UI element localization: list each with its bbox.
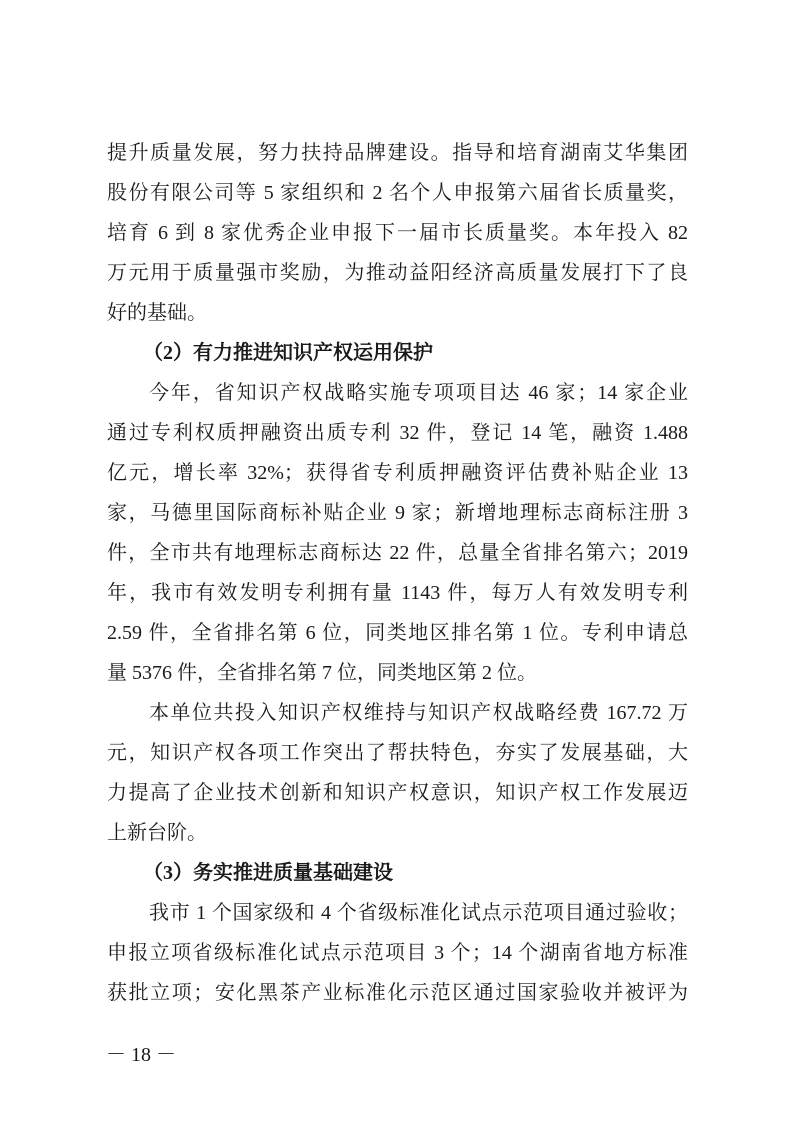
text-line: 股份有限公司等 5 家组织和 2 名个人申报第六届省长质量奖， [107,182,688,204]
text-line: 今年，省知识产权战略实施专项项目达 46 家；14 家企业 [149,382,688,404]
text-line: 上新台阶。 [107,822,207,844]
text-line: 通过专利权质押融资出质专利 32 件，登记 14 笔，融资 1.488 [107,422,688,444]
text-line: 亿元，增长率 32%；获得省专利质押融资评估费补贴企业 13 [107,462,688,484]
paragraph-ip-stats [107,373,688,693]
text-line: 2.59 件，全省排名第 6 位，同类地区排名第 1 位。专利申请总 [107,622,688,644]
text-line: 本单位共投入知识产权维持与知识产权战略经费 167.72 万 [149,702,688,724]
text-line: 获批立项；安化黑茶产业标准化示范区通过国家验收并被评为 [107,982,688,1004]
text-line: 好的基础。 [107,302,207,324]
text-line: 量 5376 件，全省排名第 7 位，同类地区第 2 位。 [107,662,537,684]
section-heading-ip-protection: （2）有力推进知识产权运用保护 [143,342,433,364]
text-line: 我市 1 个国家级和 4 个省级标准化试点示范项目通过验收； [149,902,688,924]
text-line: 提升质量发展，努力扶持品牌建设。指导和培育湖南艾华集团 [107,142,688,164]
text-line: 申报立项省级标准化试点示范项目 3 个；14 个湖南省地方标准 [107,942,688,964]
paragraph-ip-funding [107,693,688,853]
paragraph-standardization [107,893,688,1013]
text-line: 培育 6 到 8 家优秀企业申报下一届市长质量奖。本年投入 82 [107,222,688,244]
text-line: 万元用于质量强市奖励，为推动益阳经济高质量发展打下了良 [107,262,688,284]
page-number: － 18 － [106,1044,176,1066]
paragraph-quality-brand [107,133,688,333]
text-line: 元，知识产权各项工作突出了帮扶特色，夯实了发展基础，大 [107,742,688,764]
text-line: 年，我市有效发明专利拥有量 1143 件，每万人有效发明专利 [107,582,688,604]
text-line: 家，马德里国际商标补贴企业 9 家；新增地理标志商标注册 3 [107,502,688,524]
section-heading-quality-infrastructure: （3）务实推进质量基础建设 [143,862,393,884]
document-body [107,133,688,1013]
text-line: 件，全市共有地理标志商标达 22 件，总量全省排名第六；2019 [107,542,688,564]
text-line: 力提高了企业技术创新和知识产权意识，知识产权工作发展迈 [107,782,688,804]
